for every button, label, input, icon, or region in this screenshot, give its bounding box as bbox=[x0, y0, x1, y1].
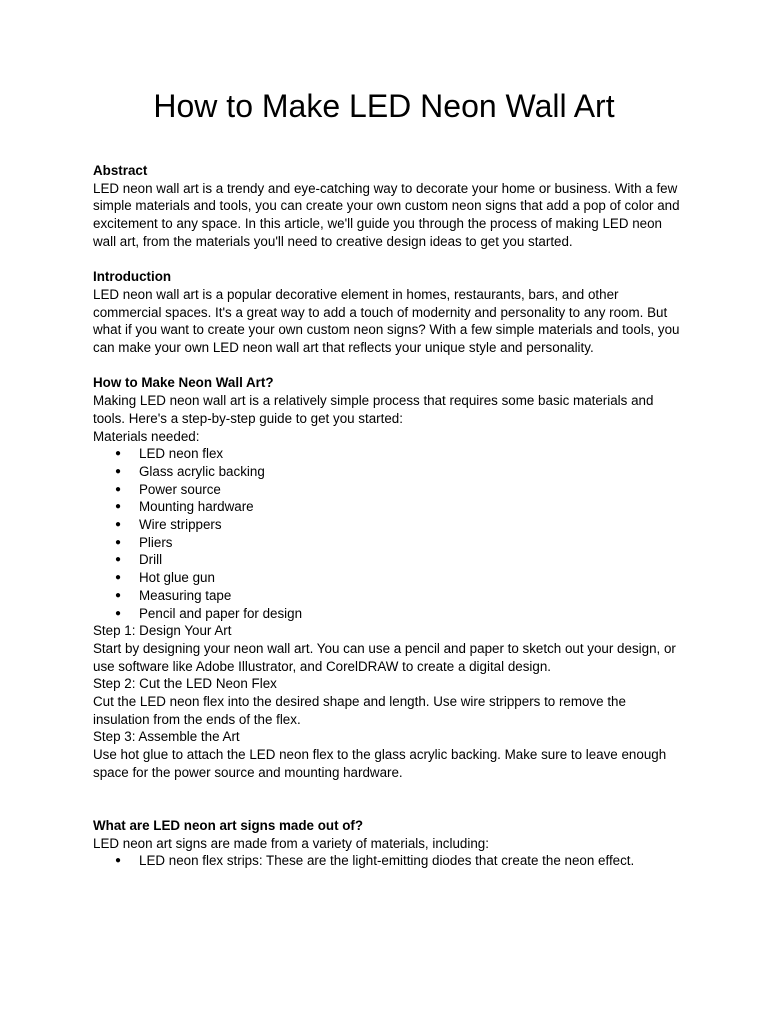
introduction-section bbox=[93, 268, 683, 357]
made-of-list bbox=[93, 852, 683, 870]
materials-list bbox=[93, 445, 683, 622]
list-item: ● LED neon flex bbox=[93, 445, 683, 463]
list-item: ● Hot glue gun bbox=[93, 569, 683, 587]
made-of-section bbox=[93, 817, 683, 870]
spacer bbox=[93, 782, 683, 817]
step-1-text: Start by designing your neon wall art. You can use a pencil and paper to sketch out your design, or use software like Adobe Illustrator, and CorelDRAW to create a digital design. bbox=[93, 640, 676, 674]
step-3-text: Use hot glue to attach the LED neon flex to the glass acrylic backing. Make sure to leave enough space for the power source and mounting hardware. bbox=[93, 747, 667, 780]
list-item: ● Glass acrylic backing bbox=[93, 463, 683, 481]
step-2-title: Step 2: Cut the LED Neon Flex bbox=[93, 676, 277, 692]
list-item: ● Pliers bbox=[93, 534, 683, 552]
abstract-heading: Abstract bbox=[93, 163, 148, 178]
made-of-intro: LED neon art signs are made from a variety of materials, including: bbox=[93, 835, 489, 851]
step-1-title: Step 1: Design Your Art bbox=[93, 623, 232, 639]
list-item: ● Pencil and paper for design bbox=[93, 605, 683, 623]
list-item: ● LED neon flex strips: These are the light-emitting diodes that create the neon effect. bbox=[93, 852, 683, 870]
list-item: ● Measuring tape bbox=[93, 587, 683, 605]
step-3-title: Step 3: Assemble the Art bbox=[93, 729, 240, 745]
abstract-text: LED neon wall art is a trendy and eye-catching way to decorate your home or business. With a few simple materials and tools, you can create your own custom neon signs that add a pop of color and excitement to any space. In this article, we'll guide you through the process of making LED neon wall art, from the materials you'll need to creative design ideas to get you started. bbox=[93, 180, 680, 249]
list-item: ● Mounting hardware bbox=[93, 498, 683, 516]
made-of-heading: What are LED neon art signs made out of? bbox=[93, 817, 364, 833]
list-item: ● Drill bbox=[93, 551, 683, 569]
spacer bbox=[93, 251, 683, 269]
introduction-text: LED neon wall art is a popular decorative element in homes, restaurants, bars, and other commercial spaces. It's a great way to add a touch of modernity and personality to any room. But what if you want to create your own custom neon signs? With a few simple materials and tools, you can make your own LED neon wall art that reflects your unique style and personality. bbox=[93, 286, 680, 356]
how-to-heading: How to Make Neon Wall Art? bbox=[93, 375, 274, 391]
list-item: ● Wire strippers bbox=[93, 516, 683, 534]
how-to-section bbox=[93, 374, 683, 781]
list-item: ● Power source bbox=[93, 481, 683, 499]
spacer bbox=[93, 357, 683, 375]
step-2-text: Cut the LED neon flex into the desired shape and length. Use wire strippers to remove the insulation from the ends of the flex. bbox=[93, 694, 626, 727]
materials-label: Materials needed: bbox=[93, 428, 200, 444]
introduction-heading: Introduction bbox=[93, 269, 172, 285]
document-title: How to Make LED Neon Wall Art bbox=[153, 88, 615, 124]
how-to-intro: Making LED neon wall art is a relatively simple process that requires some basic materials and tools. Here's a step-by-step guide to get you started: bbox=[93, 393, 654, 426]
abstract-section bbox=[93, 162, 683, 251]
document-body bbox=[93, 162, 683, 870]
